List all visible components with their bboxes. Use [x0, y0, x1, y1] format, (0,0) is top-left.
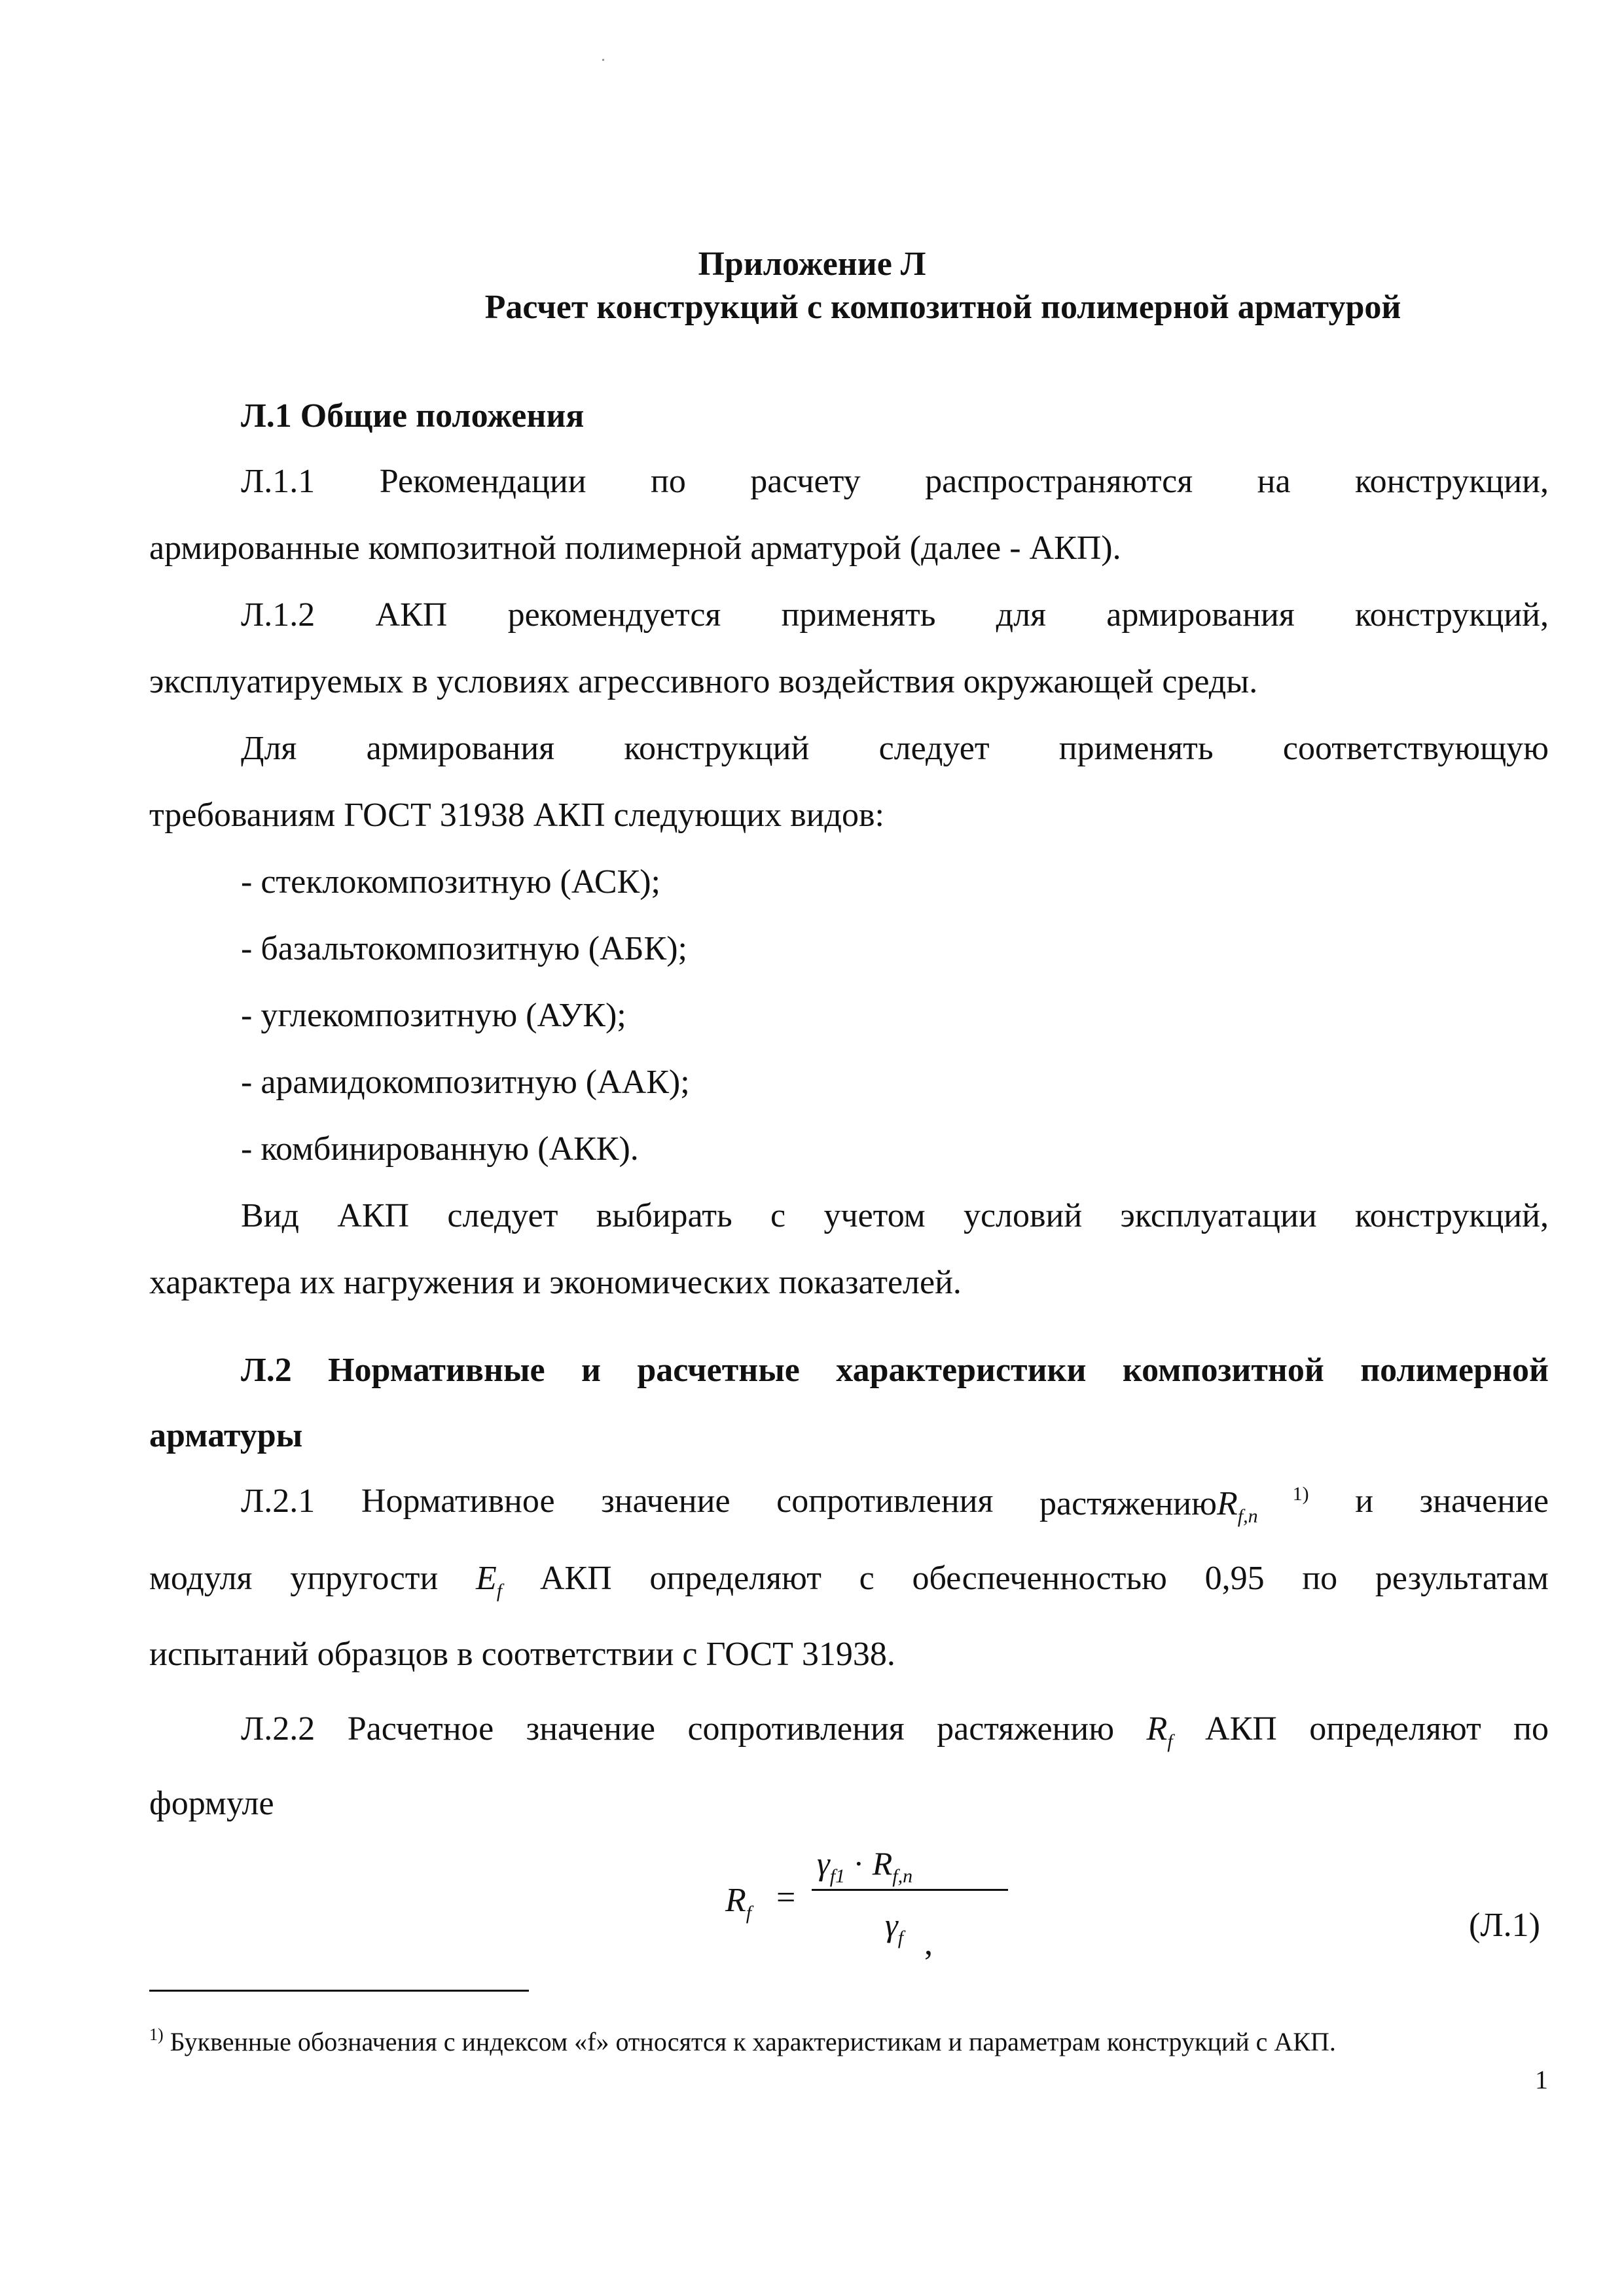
section-1-heading: Л.1 Общие положения — [241, 397, 585, 435]
word: полимерной — [1360, 1352, 1549, 1389]
footnote-text: Буквенные обозначения с индексом «f» относятся к характеристикам и параметрам конструкций с АКП. — [163, 2027, 1336, 2056]
symbol-subscript: f1 — [829, 1865, 846, 1887]
paragraph-l21-line2 — [149, 1562, 1549, 1601]
word: АКП — [375, 596, 448, 634]
word: АКП — [539, 1560, 612, 1597]
word: расчету — [750, 463, 861, 500]
word: армирования — [1106, 596, 1295, 634]
word: условий — [963, 1197, 1083, 1234]
word: Л.2 — [241, 1352, 292, 1389]
formula-equals: = — [776, 1879, 796, 1916]
list-item: - базальтокомпозитную (АБК); — [241, 930, 687, 967]
paragraph-types-line2: требованиям ГОСТ 31938 АКП следующих видов: — [149, 797, 884, 834]
word: эксплуатации — [1120, 1197, 1317, 1234]
word: значение — [601, 1482, 731, 1520]
word: распространяются — [925, 463, 1193, 500]
word: и — [1355, 1482, 1374, 1520]
appendix-title: Приложение Л — [698, 245, 926, 283]
symbol-E-group — [476, 1562, 502, 1601]
word: Л.1.2 — [241, 596, 316, 634]
symbol-subscript: f — [496, 1580, 503, 1602]
word: результатам — [1375, 1560, 1549, 1597]
formula-lhs — [725, 1881, 751, 1924]
word: Л.2.2 — [241, 1710, 316, 1748]
formula-numerator — [817, 1844, 912, 1888]
symbol-R: R — [1146, 1710, 1168, 1748]
word: АКП — [337, 1197, 410, 1234]
section-2-heading-line1 — [241, 1354, 1549, 1388]
word: выбирать — [596, 1197, 732, 1234]
paragraph-l11-line1 — [241, 465, 1549, 499]
word: расчетные — [637, 1352, 800, 1389]
paragraph-l11-line2: армированные композитной полимерной арматурой (далее - АКП). — [149, 529, 1121, 567]
paragraph-types-line1 — [241, 732, 1549, 766]
list-item: - углекомпозитную (АУК); — [241, 997, 626, 1034]
word: Для — [241, 730, 297, 767]
symbol-subscript: f — [897, 1927, 904, 1948]
word: АКП — [1205, 1710, 1277, 1748]
list-item: - комбинированную (АКК). — [241, 1130, 639, 1168]
word: Л.1.1 — [241, 463, 316, 500]
symbol-gamma: γ — [885, 1907, 898, 1943]
word: модуля — [149, 1560, 253, 1597]
symbol-R: R — [872, 1845, 893, 1882]
word: определяют — [649, 1560, 821, 1597]
word: применять — [781, 596, 936, 634]
word: с — [770, 1197, 786, 1234]
word: учетом — [823, 1197, 926, 1234]
word: на — [1257, 463, 1291, 500]
paragraph-l12-line2: эксплуатируемых в условиях агрессивного воздействия окружающей среды. — [149, 663, 1258, 700]
word: с — [859, 1560, 875, 1597]
symbol-subscript: f — [1167, 1731, 1173, 1752]
word: растяжению — [937, 1710, 1115, 1748]
word: значение — [1419, 1482, 1549, 1520]
word: конструкций, — [1355, 596, 1549, 634]
multiply-dot: · — [845, 1845, 873, 1882]
word: следует — [878, 730, 990, 767]
footnote — [149, 2025, 1336, 2057]
word: обеспеченностью — [912, 1560, 1167, 1597]
word: Л.2.1 — [241, 1482, 316, 1520]
word: армирования — [366, 730, 555, 767]
word: конструкций, — [1355, 1197, 1549, 1234]
word: Нормативные — [328, 1352, 545, 1389]
word: Вид — [241, 1197, 299, 1234]
footnote-ref: 1) — [1292, 1483, 1309, 1505]
symbol-gamma: γ — [817, 1845, 830, 1882]
footnote-marker: 1) — [149, 2025, 164, 2044]
list-item: - арамидокомпозитную (ААК); — [241, 1064, 690, 1101]
word: и — [581, 1352, 601, 1389]
word: по — [650, 463, 686, 500]
paragraph-l21-line3: испытаний образцов в соответствии с ГОСТ 31938. — [149, 1636, 895, 1673]
appendix-subtitle: Расчет конструкций с композитной полимерной арматурой — [484, 289, 1401, 326]
word: растяжению — [1039, 1485, 1217, 1522]
paragraph-l22-line2: формуле — [149, 1785, 274, 1822]
word: для — [996, 596, 1046, 634]
symbol-E: E — [476, 1560, 497, 1597]
symbol-R-group — [1146, 1712, 1172, 1751]
word: характеристики — [836, 1352, 1087, 1389]
symbol-subscript: f — [746, 1902, 752, 1924]
word: сопротивления — [687, 1710, 905, 1748]
word: следует — [447, 1197, 558, 1234]
formula-number: (Л.1) — [1469, 1907, 1540, 1944]
formula-comma: , — [924, 1925, 933, 1962]
word: композитной — [1122, 1352, 1324, 1389]
symbol-subscript: f,n — [892, 1865, 913, 1887]
paragraph-l22-line1 — [241, 1712, 1549, 1751]
paragraph-l12-line1 — [241, 598, 1549, 632]
paragraph-l21-line1 — [241, 1484, 1549, 1526]
word: 0,95 — [1204, 1560, 1265, 1597]
word: значение — [526, 1710, 656, 1748]
symbol-R: R — [1216, 1485, 1238, 1522]
fraction-bar — [812, 1889, 1008, 1891]
footnote-separator — [149, 1990, 529, 1992]
word: соответствующую — [1282, 730, 1549, 767]
word: конструкции, — [1355, 463, 1549, 500]
word: по — [1302, 1560, 1338, 1597]
word: применять — [1058, 730, 1214, 767]
symbol-R: R — [725, 1882, 746, 1919]
symbol-subscript: f,n — [1237, 1505, 1258, 1527]
word: по — [1513, 1710, 1549, 1748]
word: сопротивления — [776, 1482, 994, 1520]
word: Расчетное — [347, 1710, 494, 1748]
word: определяют — [1309, 1710, 1481, 1748]
word: упругости — [290, 1560, 439, 1597]
word: Рекомендации — [379, 463, 586, 500]
section-2-heading-line2: арматуры — [149, 1417, 303, 1454]
list-item: - стеклокомпозитную (АСК); — [241, 863, 660, 901]
formula-denominator — [885, 1906, 903, 1949]
formula-l1 — [725, 1844, 948, 1949]
page-number: 1 — [1535, 2065, 1548, 2094]
word: конструкций — [624, 730, 810, 767]
scan-speck — [602, 59, 604, 61]
paragraph-choice-line1 — [241, 1199, 1549, 1233]
paragraph-choice-line2: характера их нагружения и экономических показателей. — [149, 1264, 962, 1301]
word: рекомендуется — [507, 596, 721, 634]
word: Нормативное — [361, 1482, 555, 1520]
word-with-symbol — [1039, 1484, 1309, 1526]
